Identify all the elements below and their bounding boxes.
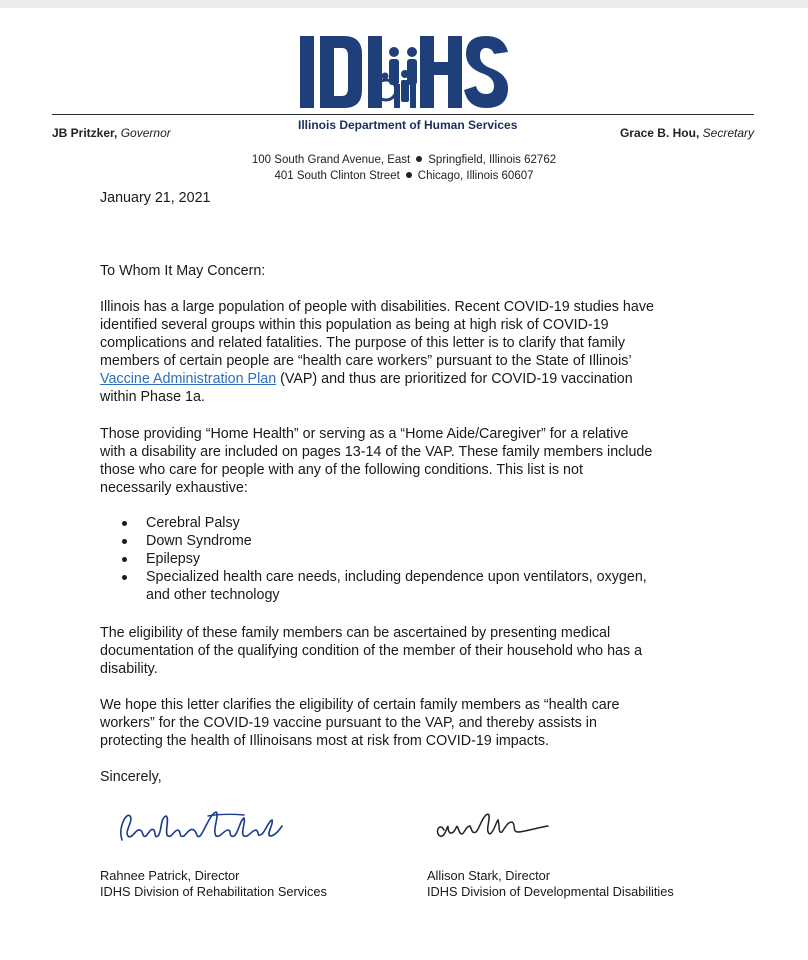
list-item xyxy=(100,568,720,604)
secretary-role: Secretary xyxy=(702,126,754,140)
bullet xyxy=(122,539,127,544)
paragraph-closing xyxy=(100,696,720,750)
top-shade xyxy=(0,0,808,8)
address-street-chicago: 401 South Clinton Street xyxy=(274,170,400,182)
signatory-left-division: IDHS Division of Rehabilitation Services xyxy=(100,884,327,899)
paragraph-line: identified several groups within this population as being at high risk of COVID-19 xyxy=(100,317,609,333)
paragraph-line: complications and related fatalities. The purpose of this letter is to clarify that family xyxy=(100,335,625,351)
paragraph-line xyxy=(100,370,720,388)
idhs-logo xyxy=(298,34,510,114)
paragraph-line: those who care for people with any of the following conditions. This list is not xyxy=(100,462,583,478)
paragraph-line: workers” for the COVID-19 vaccine pursuant to the VAP, and thereby assists in xyxy=(100,715,597,731)
list-item xyxy=(100,550,720,568)
closing: Sincerely, xyxy=(100,769,162,785)
separator-dot xyxy=(416,156,422,162)
vaccine-plan-link[interactable]: Vaccine Administration Plan xyxy=(100,371,277,387)
signature-right xyxy=(432,808,552,849)
address-street-springfield: 100 South Grand Avenue, East xyxy=(251,154,411,166)
paragraph-eligibility xyxy=(100,624,720,678)
signatory-left-name: Rahnee Patrick, Director xyxy=(100,868,240,883)
separator-dot xyxy=(406,172,412,178)
address-city-springfield: Springfield, Illinois 62762 xyxy=(428,154,557,166)
paragraph-line: necessarily exhaustive: xyxy=(100,480,248,496)
paragraph-line: protecting the health of Illinoisans most at risk from COVID-19 impacts. xyxy=(100,733,549,749)
salutation: To Whom It May Concern: xyxy=(100,263,266,279)
list-item xyxy=(100,514,720,532)
signature-left xyxy=(116,806,286,855)
paragraph-line: disability. xyxy=(100,661,158,677)
letter-date: January 21, 2021 xyxy=(100,190,211,206)
paragraph-line: members of certain people are “health care workers” pursuant to the State of Illinois’ xyxy=(100,353,632,369)
paragraph-intro xyxy=(100,298,720,406)
paragraph-line: The eligibility of these family members can be ascertained by presenting medical xyxy=(100,625,611,641)
governor-credit xyxy=(52,126,171,140)
department-name: Illinois Department of Human Services xyxy=(298,118,518,132)
list-item-text: and other technology xyxy=(146,587,280,603)
list-item-text: Epilepsy xyxy=(146,551,201,567)
paragraph-line-rest: (VAP) and thus are prioritized for COVID-19 vaccination xyxy=(276,371,633,387)
paragraph-line: Those providing “Home Health” or serving as a “Home Aide/Caregiver” for a relative xyxy=(100,426,629,442)
paragraph-line: Illinois has a large population of people with disabilities. Recent COVID-19 studies have xyxy=(100,299,654,315)
paragraph-line: within Phase 1a. xyxy=(100,389,205,405)
address-city-chicago: Chicago, Illinois 60607 xyxy=(417,170,534,182)
address-springfield xyxy=(200,154,608,166)
paragraph-home-health xyxy=(100,425,720,497)
secretary-name: Grace B. Hou, xyxy=(619,126,700,140)
paragraph-line: We hope this letter clarifies the eligibility of certain family members as “health care xyxy=(100,697,620,713)
paragraph-line: with a disability are included on pages 13-14 of the VAP. These family members include xyxy=(100,444,653,460)
list-item-text: Down Syndrome xyxy=(146,533,252,549)
bullet xyxy=(122,575,127,580)
conditions-list xyxy=(100,514,720,604)
header-divider xyxy=(52,114,754,115)
bullet xyxy=(122,521,127,526)
signatory-right-name: Allison Stark, Director xyxy=(427,868,551,883)
list-item xyxy=(100,532,720,550)
signatory-right-division: IDHS Division of Developmental Disabilities xyxy=(427,884,674,899)
address-chicago xyxy=(200,170,608,182)
list-item-text: Cerebral Palsy xyxy=(146,515,240,531)
list-item-text: Specialized health care needs, including dependence upon ventilators, oxygen, xyxy=(146,569,647,585)
bullet xyxy=(122,557,127,562)
secretary-credit xyxy=(620,126,754,140)
paragraph-line: documentation of the qualifying condition of the member of their household who has a xyxy=(100,643,643,659)
governor-role: Governor xyxy=(120,126,171,140)
governor-name: JB Pritzker, xyxy=(52,126,118,140)
